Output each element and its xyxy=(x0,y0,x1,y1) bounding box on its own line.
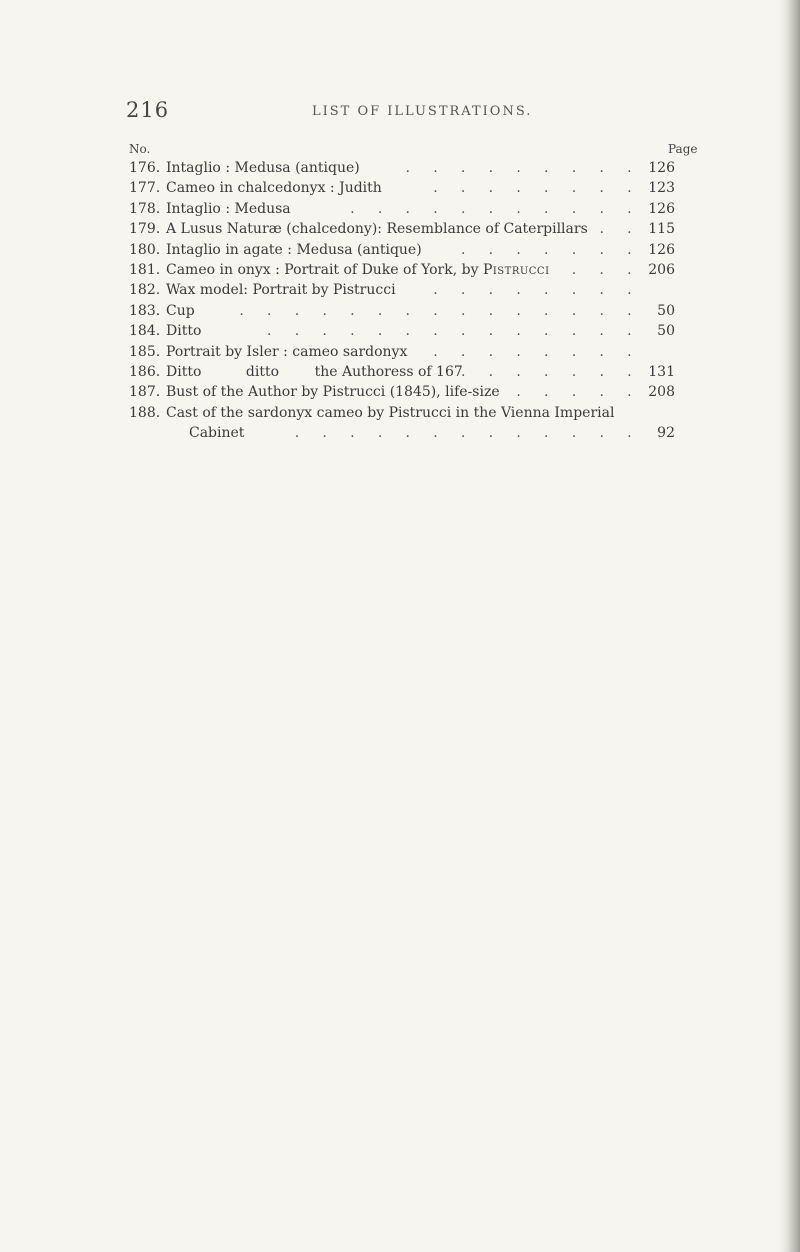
list-item xyxy=(129,403,669,423)
entry-title-text: Cameo in onyx : Portrait of Duke of York, by xyxy=(166,261,483,278)
entry-number: 180. xyxy=(129,241,161,258)
entry-title: Cast of the sardonyx cameo by Pistrucci in the Vienna Imperial xyxy=(166,404,615,421)
list-item-continuation xyxy=(129,423,675,443)
entry-title: Cup xyxy=(166,302,195,319)
list-item xyxy=(129,342,669,362)
entry-number: 177. xyxy=(129,180,161,197)
entry-page: 126 xyxy=(648,160,675,176)
list-item xyxy=(129,280,669,300)
entry-page: 131 xyxy=(648,363,675,380)
entry-number: 183. xyxy=(129,302,161,319)
list-item xyxy=(129,219,675,239)
dot-leader: . . . . . . . . . . . xyxy=(350,200,641,217)
entry-title: A Lusus Naturæ (chalcedony): Resemblance of Caterpillars xyxy=(166,221,588,238)
entry-title: Cameo in chalcedonyx : Judith xyxy=(166,180,382,197)
running-head: LIST OF ILLUSTRATIONS. xyxy=(312,104,533,119)
list-item xyxy=(129,178,675,198)
column-header-no: No. xyxy=(129,142,151,156)
entry-title xyxy=(166,260,550,280)
column-header-page: Page xyxy=(668,142,698,156)
dot-leader: . . . . . . . . xyxy=(433,282,641,299)
entry-title: Cabinet xyxy=(189,425,245,442)
dot-leader: . . . . . . . . xyxy=(433,180,641,197)
entry-page: 126 xyxy=(648,241,675,258)
dot-leader: . . . . . . . . . . . . . . . xyxy=(239,302,641,319)
list-item xyxy=(129,321,675,341)
entry-page: 92 xyxy=(657,425,675,442)
entry-page: 126 xyxy=(648,200,675,217)
entry-title-smallcaps: Pistrucci xyxy=(482,261,550,278)
dot-leader: . . . xyxy=(571,261,641,278)
dot-leader: . . xyxy=(599,221,641,238)
dot-leader: . . . . . . . xyxy=(460,241,641,258)
entry-title: Ditto ditto the Authoress of 167 xyxy=(166,363,463,380)
dot-leader: . . . . . . . xyxy=(460,363,641,380)
list-item xyxy=(129,382,675,402)
page-edge-shadow xyxy=(778,0,800,1252)
entry-page: 123 xyxy=(648,180,675,197)
entry-title: Intaglio in agate : Medusa (antique) xyxy=(166,241,422,258)
list-item xyxy=(129,158,675,178)
entry-title: Wax model: Portrait by Pistrucci xyxy=(166,282,396,299)
dot-leader: . . . . . . . . . xyxy=(405,160,641,176)
entry-title: Ditto xyxy=(166,323,202,340)
entry-page: 50 xyxy=(657,323,675,340)
entry-number: 182. xyxy=(129,282,161,299)
entry-number: 185. xyxy=(129,343,161,360)
dot-leader: . . . . . . . . . . . . . . xyxy=(267,323,641,340)
dot-leader: . . . . . xyxy=(516,384,641,401)
entry-number: 187. xyxy=(129,384,161,401)
entry-page: 50 xyxy=(657,302,675,319)
entry-title: Portrait by Isler : cameo sardonyx xyxy=(166,343,408,360)
page-number: 216 xyxy=(126,98,170,122)
illustrations-list xyxy=(129,158,675,443)
entry-number: 181. xyxy=(129,261,161,278)
list-item xyxy=(129,240,675,260)
dot-leader: . . . . . . . . . . . . . xyxy=(294,425,641,442)
entry-page: 115 xyxy=(648,221,675,238)
entry-title: Intaglio : Medusa xyxy=(166,200,291,217)
list-item xyxy=(129,362,675,382)
entry-number: 176. xyxy=(129,160,161,176)
dot-leader: . . . . . . . . xyxy=(433,343,641,360)
list-item xyxy=(129,260,675,280)
entry-title: Bust of the Author by Pistrucci (1845), life-size xyxy=(166,384,500,401)
list-item xyxy=(129,301,675,321)
entry-page: 206 xyxy=(648,261,675,278)
entry-number: 184. xyxy=(129,323,161,340)
entry-number: 188. xyxy=(129,404,161,421)
entry-page: 208 xyxy=(648,384,675,401)
entry-number: 186. xyxy=(129,363,161,380)
entry-number: 178. xyxy=(129,200,161,217)
list-item xyxy=(129,199,675,219)
entry-number: 179. xyxy=(129,221,161,238)
entry-title: Intaglio : Medusa (antique) xyxy=(166,160,360,176)
